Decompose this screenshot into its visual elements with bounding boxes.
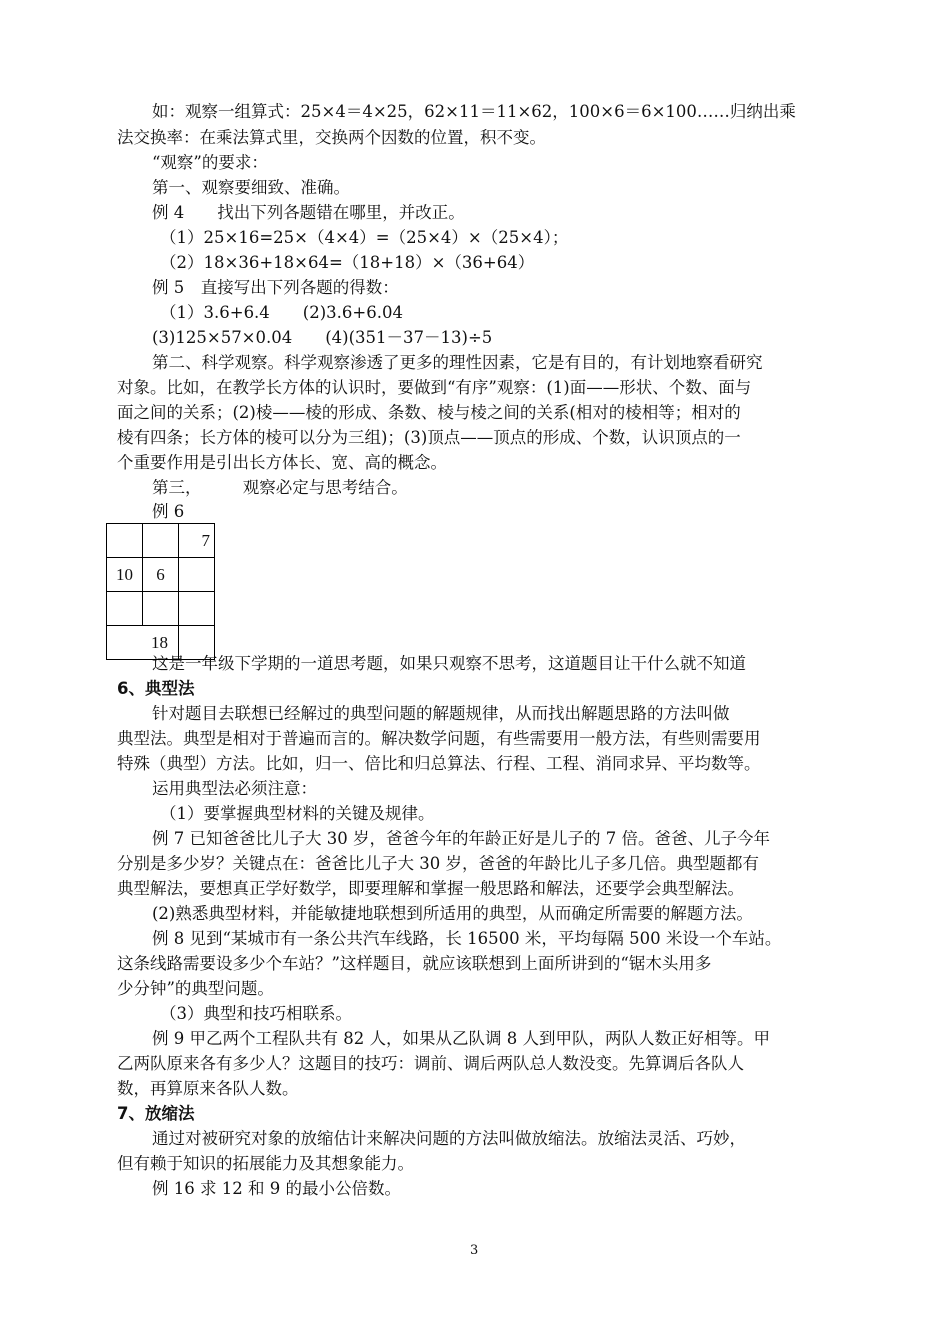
text-line: (3)125×57×0.04 (4)(351－37－13)÷5 bbox=[152, 328, 493, 347]
text-line: 这条线路需要设多少个车站？”这样题目，就应该联想到上面所讲到的“锯木头用多 bbox=[117, 954, 712, 973]
text-line: 面之间的关系；(2)棱——棱的形成、条数、棱与棱之间的关系(相对的棱相等；相对的 bbox=[117, 403, 741, 422]
text-line: 这是一年级下学期的一道思考题，如果只观察不思考，这道题目让干什么就不知道 bbox=[152, 654, 746, 673]
text-line: 例 9 甲乙两个工程队共有 82 人，如果从乙队调 8 人到甲队，两队人数正好相等。甲 bbox=[152, 1029, 770, 1048]
grid-cell: 10 bbox=[107, 558, 143, 592]
grid-cell bbox=[107, 524, 143, 558]
page-number: 3 bbox=[470, 1243, 479, 1258]
text-line: 少分钟”的典型问题。 bbox=[117, 979, 274, 998]
text-line: 第二、科学观察。科学观察渗透了更多的理性因素，它是有目的，有计划地察看研究 bbox=[152, 353, 763, 372]
grid-cell: 18 bbox=[107, 626, 179, 660]
text-line: 例 4 找出下列各题错在哪里，并改正。 bbox=[152, 203, 465, 222]
grid-cell bbox=[107, 592, 143, 626]
text-line: 对象。比如，在教学长方体的认识时，要做到“有序”观察：(1)面——形状、个数、面与 bbox=[117, 378, 752, 397]
text-line: 典型解法，要想真正学好数学，即要理解和掌握一般思路和解法，还要学会典型解法。 bbox=[117, 879, 744, 898]
section-heading: 7、放缩法 bbox=[117, 1104, 195, 1123]
text-line: 运用典型法必须注意： bbox=[152, 779, 317, 798]
text-line: 棱有四条；长方体的棱可以分为三组)；(3)顶点——顶点的形成、个数，认识顶点的一 bbox=[117, 428, 741, 447]
text-line: 法交换率：在乘法算式里，交换两个因数的位置，积不变。 bbox=[117, 128, 546, 147]
text-line: 针对题目去联想已经解过的典型问题的解题规律，从而找出解题思路的方法叫做 bbox=[152, 704, 730, 723]
text-line: （2）18×36+18×64=（18+18）×（36+64） bbox=[160, 253, 535, 272]
text-line: 例 8 见到“某城市有一条公共汽车线路，长 16500 米，平均每隔 500 米设一个车站。 bbox=[152, 929, 782, 948]
text-line: 乙两队原来各有多少人？这题目的技巧：调前、调后两队总人数没变。先算调后各队人 bbox=[117, 1054, 744, 1073]
text-line: 通过对被研究对象的放缩估计来解决问题的方法叫做放缩法。放缩法灵活、巧妙， bbox=[152, 1129, 746, 1148]
text-line: 例 5 直接写出下列各题的得数： bbox=[152, 278, 399, 297]
text-line: 例 16 求 12 和 9 的最小公倍数。 bbox=[152, 1179, 401, 1198]
text-line: （1）25×16=25×（4×4）=（25×4）×（25×4）； bbox=[160, 228, 569, 247]
grid-cell bbox=[143, 524, 179, 558]
text-line: 例 7 已知爸爸比儿子大 30 岁，爸爸今年的年龄正好是儿子的 7 倍。爸爸、儿子今年 bbox=[152, 829, 770, 848]
text-line: 例 6 bbox=[152, 502, 185, 521]
number-puzzle-grid bbox=[106, 523, 215, 660]
grid-cell bbox=[143, 592, 179, 626]
section-heading: 6、典型法 bbox=[117, 679, 195, 698]
text-line: （1）3.6+6.4 (2)3.6+6.04 bbox=[160, 303, 403, 322]
text-line: 个重要作用是引出长方体长、宽、高的概念。 bbox=[117, 453, 447, 472]
text-line: 特殊（典型）方法。比如，归一、倍比和归总算法、行程、工程、消同求异、平均数等。 bbox=[117, 754, 761, 773]
grid-cell: 7 bbox=[179, 524, 215, 558]
text-line: （3）典型和技巧相联系。 bbox=[160, 1004, 352, 1023]
grid-cell bbox=[179, 592, 215, 626]
text-line: 典型法。典型是相对于普遍而言的。解决数学问题，有些需要用一般方法，有些则需要用 bbox=[117, 729, 761, 748]
text-line: 分别是多少岁？关键点在：爸爸比儿子大 30 岁，爸爸的年龄比儿子多几倍。典型题都有 bbox=[117, 854, 759, 873]
text-line: （1）要掌握典型材料的关键及规律。 bbox=[160, 804, 435, 823]
text-line: (2)熟悉典型材料，并能敏捷地联想到所适用的典型，从而确定所需要的解题方法。 bbox=[152, 904, 753, 923]
text-line: 如：观察一组算式：25×4＝4×25，62×11＝11×62，100×6＝6×100……归纳出乘 bbox=[152, 102, 796, 121]
grid-cell bbox=[179, 558, 215, 592]
text-line: “观察”的要求： bbox=[152, 153, 268, 172]
text-line: 数，再算原来各队人数。 bbox=[117, 1079, 299, 1098]
text-line: 第三， 观察必定与思考结合。 bbox=[152, 478, 408, 497]
text-line: 第一、观察要细致、准确。 bbox=[152, 178, 350, 197]
text-line: 但有赖于知识的拓展能力及其想象能力。 bbox=[117, 1154, 414, 1173]
grid-cell: 6 bbox=[143, 558, 179, 592]
